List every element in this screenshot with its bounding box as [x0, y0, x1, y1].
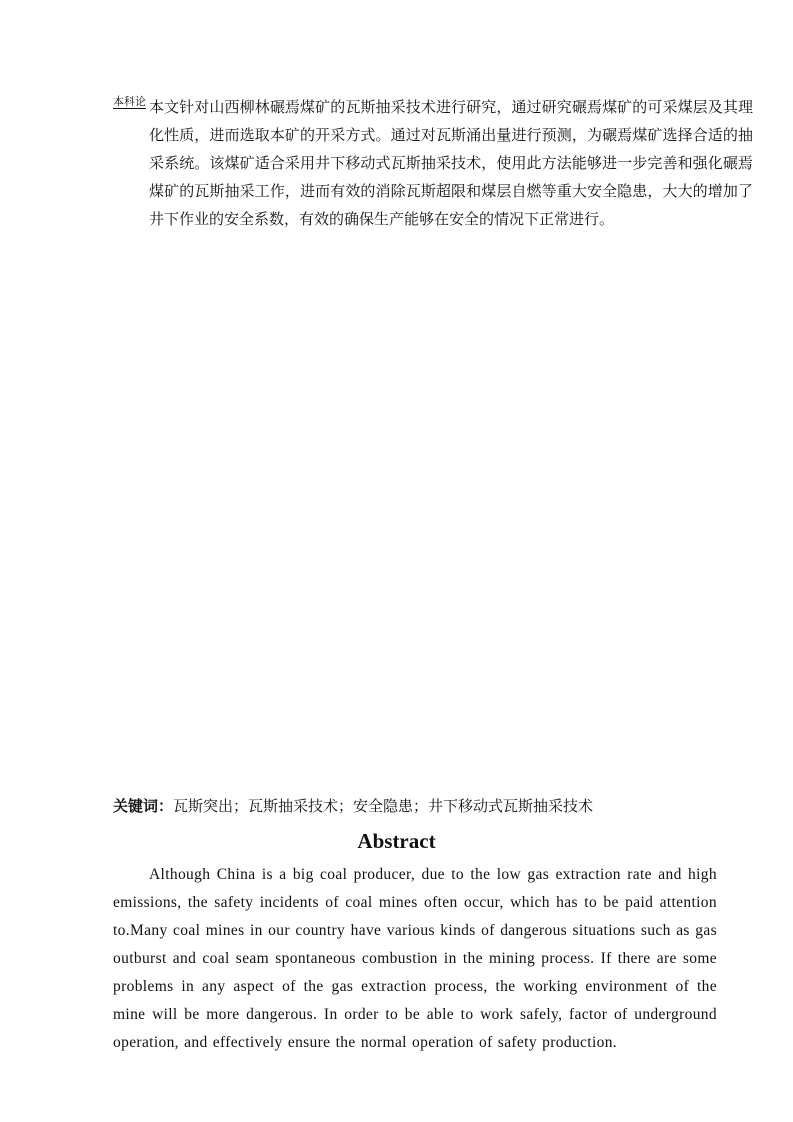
keywords-text: 瓦斯突出；瓦斯抽采技术；安全隐患；井下移动式瓦斯抽采技术 — [173, 797, 594, 815]
thesis-header-label: 本科论 — [113, 95, 146, 108]
abstract-heading: Abstract — [357, 829, 436, 853]
keywords-label: 关键词： — [113, 797, 174, 815]
keywords-line — [113, 795, 717, 817]
english-abstract-paragraph: Although China is a big coal producer, due to the low gas extraction rate and high emissions, the safety incidents of coal mines often occur, which has to be paid attention to.Many coal mines in our country have various kinds of dangerous situations such as gas outburst and coal seam spontaneous combustion in the mining process. If there are some problems in any aspect of the gas extraction process, the working environment of the mine will be more dangerous. In order to be able to work safely, factor of underground operation, and effectively ensure the normal operation of safety production. — [113, 866, 717, 1051]
chinese-abstract-paragraph: 本文针对山西柳林碾焉煤矿的瓦斯抽采技术进行研究，通过研究碾焉煤矿的可采煤层及其理化性质，进而选取本矿的开采方式。通过对瓦斯涌出量进行预测，为碾焉煤矿选择合适的抽采系统。该煤矿适合采用井下移动式瓦斯抽采技术，使用此方法能够进一步完善和强化碾焉煤矿的瓦斯抽采工作，进而有效的消除瓦斯超限和煤层自燃等重大安全隐患，大大的增加了井下作业的安全系数，有效的确保生产能够在安全的情况下正常进行。 — [149, 98, 753, 228]
